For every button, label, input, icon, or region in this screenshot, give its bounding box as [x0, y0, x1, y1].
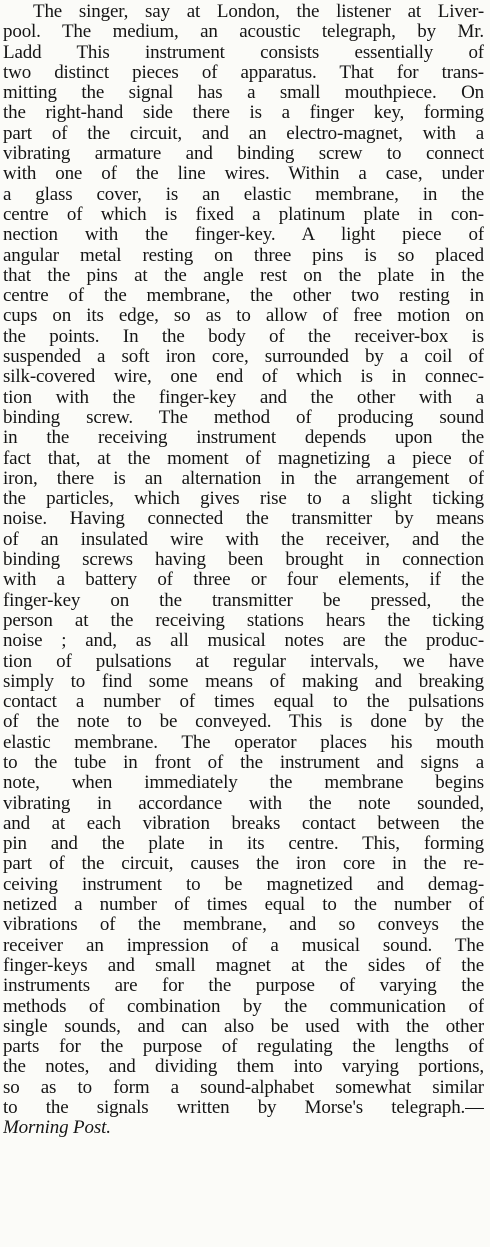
article-line: the notes, and dividing them into varying portions,	[3, 1057, 484, 1078]
source-signature: Morning Post.	[3, 1118, 111, 1139]
article-line: of the note to be conveyed. This is done by the	[3, 712, 484, 733]
article-line: the right-hand side there is a finger key, forming	[3, 103, 484, 124]
article-line: elastic membrane. The operator places his mouth	[3, 732, 484, 753]
article-line: tion of pulsations at regular intervals, we have	[3, 651, 484, 672]
article-line: so as to form a sound-alphabet somewhat similar	[3, 1077, 484, 1098]
article-line: and at each vibration breaks contact between the	[3, 813, 484, 834]
article-line: binding screw. The method of producing sound	[3, 407, 484, 428]
article-line: noise ; and, as all musical notes are the produc-	[3, 631, 484, 652]
article-line: vibrating in accordance with the note sounded,	[3, 793, 484, 814]
article-line: silk-covered wire, one end of which is in connec-	[3, 367, 484, 388]
article-line: instruments are for the purpose of varying the	[3, 976, 484, 997]
article-line: person at the receiving stations hears the ticking	[3, 610, 484, 631]
article-line: part of the circuit, causes the iron core in the re-	[3, 854, 484, 875]
article-line: that the pins at the angle rest on the plate in the	[3, 265, 484, 286]
article-line: with one of the line wires. Within a case, under	[3, 164, 484, 185]
article-line: angular metal resting on three pins is so placed	[3, 245, 484, 266]
article-line: single sounds, and can also be used with the other	[3, 1016, 484, 1037]
article-line: the points. In the body of the receiver-box is	[3, 326, 484, 347]
article-line: pin and the plate in its centre. This, forming	[3, 834, 484, 855]
article-line: centre of the membrane, the other two resting in	[3, 286, 484, 307]
article-line: in the receiving instrument depends upon the	[3, 428, 484, 449]
article-line: tion with the finger-key and the other with a	[3, 387, 484, 408]
article-line: of an insulated wire with the receiver, and the	[3, 529, 484, 550]
article-line: vibrations of the membrane, and so conveys the	[3, 915, 484, 936]
article-line: binding screws having been brought in connection	[3, 550, 484, 571]
article-line: vibrating armature and binding screw to connect	[3, 144, 484, 165]
article-line: noise. Having connected the transmitter by means	[3, 509, 484, 530]
article-line: with a battery of three or four elements, if the	[3, 570, 484, 591]
article-line: the particles, which gives rise to a slight ticking	[3, 489, 484, 510]
article-line: contact a number of times equal to the pulsations	[3, 692, 484, 713]
article-line: parts for the purpose of regulating the lengths of	[3, 1037, 484, 1058]
article-line: to the tube in front of the instrument and signs a	[3, 752, 484, 773]
article-line: netized a number of times equal to the number of	[3, 895, 484, 916]
article-line: note, when immediately the membrane begins	[3, 773, 484, 794]
article-line: receiver an impression of a musical sound. The	[3, 935, 484, 956]
article-line: simply to find some means of making and breaking	[3, 671, 484, 692]
article-line: two distinct pieces of apparatus. That for trans-	[3, 62, 484, 83]
article-line: cups on its edge, so as to allow of free motion on	[3, 306, 484, 327]
article-line: part of the circuit, and an electro-magnet, with a	[3, 123, 484, 144]
article-line: methods of combination by the communication of	[3, 996, 484, 1017]
article-line: suspended a soft iron core, surrounded by a coil of	[3, 347, 484, 368]
article-line: fact that, at the moment of magnetizing a piece of	[3, 448, 484, 469]
article-line: finger-keys and small magnet at the sides of the	[3, 955, 484, 976]
article-line: pool. The medium, an acoustic telegraph, by Mr.	[3, 22, 484, 43]
article-line: iron, there is an alternation in the arrangement of	[3, 468, 484, 489]
article-line: Ladd This instrument consists essentially of	[3, 42, 484, 63]
article-line: a glass cover, is an elastic membrane, in the	[3, 184, 484, 205]
article-line: The singer, say at London, the listener at Liver-	[33, 2, 484, 22]
article-line: nection with the finger-key. A light piece of	[3, 225, 484, 246]
article-line: ceiving instrument to be magnetized and demag-	[3, 874, 484, 895]
article-line: centre of which is fixed a platinum plate in con-	[3, 204, 484, 225]
article-line: to the signals written by Morse's telegraph.—	[3, 1098, 484, 1119]
article-line: finger-key on the transmitter be pressed, the	[3, 590, 484, 611]
article-line: mitting the signal has a small mouthpiece. On	[3, 83, 484, 104]
